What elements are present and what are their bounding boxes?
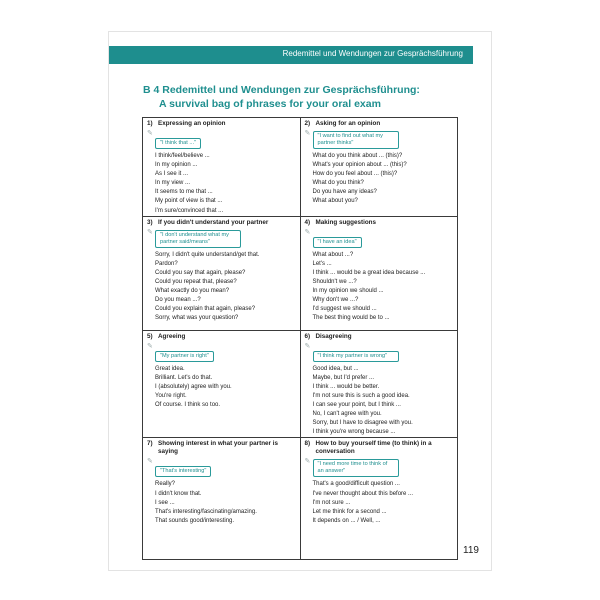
pencil-icon: ✎	[147, 228, 153, 236]
phrase-item: In my opinion ...	[155, 162, 198, 169]
phrase-item: Could you repeat that, please?	[155, 278, 237, 285]
cell-heading-text: Showing interest in what your partner is saying	[158, 440, 279, 456]
phrase-item: I'm sure/convinced that ...	[155, 207, 224, 214]
cell-heading-text: Agreeing	[158, 332, 186, 340]
speech-chip-row	[304, 228, 454, 248]
phrase-list	[155, 152, 296, 216]
pencil-icon: ✎	[304, 130, 311, 137]
phrase-item: I think/feel/believe ...	[155, 153, 210, 159]
cell-number: 5)	[147, 332, 153, 340]
cell-heading	[305, 440, 454, 456]
phrase-item: Good idea, but ...	[312, 365, 359, 372]
cell-asking-opinion	[300, 118, 458, 217]
phrase-table	[142, 117, 458, 560]
phrase-list	[155, 365, 296, 410]
phrase-item: What about ...?	[312, 251, 354, 258]
cell-heading	[147, 120, 296, 128]
phrase-list	[313, 480, 454, 525]
phrase-item: I think you're wrong because ...	[312, 429, 396, 436]
cell-heading-text: How to buy yourself time (to think) in a conversation	[315, 440, 432, 456]
cell-number: 1)	[147, 120, 153, 127]
phrase-item: What do you think?	[312, 180, 364, 187]
phrase-item: Sorry, what was your question?	[155, 315, 239, 322]
phrase-item: Really?	[155, 481, 176, 488]
cell-number: 6)	[304, 332, 311, 340]
phrase-item: Of course. I think so too.	[155, 402, 221, 409]
cell-number: 4)	[304, 218, 311, 226]
cell-heading	[147, 219, 296, 227]
pencil-icon: ✎	[304, 342, 311, 350]
phrase-item: Maybe, but I'd prefer ...	[312, 374, 375, 381]
cell-buy-time	[300, 438, 458, 560]
phrase-item: Let me think for a second ...	[312, 508, 387, 515]
phrase-item: Shouldn't we ...?	[312, 278, 357, 285]
cell-not-understand	[143, 216, 301, 330]
pencil-icon: ✎	[147, 130, 153, 137]
speech-chip: "I think my partner is wrong"	[313, 351, 399, 362]
cell-number: 7)	[147, 440, 153, 448]
cell-number: 3)	[147, 218, 153, 226]
phrase-item: Let's ...	[312, 260, 332, 267]
phrase-item: How do you feel about ... (this)?	[312, 171, 398, 178]
phrase-item: I (absolutely) agree with you.	[155, 383, 232, 390]
phrase-item: I think ... would be better.	[312, 383, 380, 390]
phrase-item: That's interesting/fascinating/amazing.	[155, 508, 257, 515]
phrase-item: That's a good/difficult question ...	[312, 481, 400, 488]
page-number: 119	[463, 545, 479, 556]
phrase-item: In my view ...	[155, 180, 191, 187]
cell-heading-text: Expressing an opinion	[158, 120, 226, 127]
cell-heading-text: Disagreeing	[315, 332, 352, 340]
cell-number: 2)	[304, 120, 311, 127]
phrase-item: Sorry, I didn't quite understand/get that.	[155, 251, 260, 258]
speech-chip-row	[304, 342, 454, 362]
phrase-item: What exactly do you mean?	[155, 288, 230, 295]
cell-heading	[147, 333, 296, 341]
phrase-item: I didn't know that.	[155, 490, 202, 497]
phrase-item: Do you have any ideas?	[312, 189, 377, 196]
phrase-item: As I see it ...	[155, 171, 189, 178]
cell-making-suggestions	[300, 216, 458, 330]
page-title	[143, 84, 420, 111]
cell-heading-text: Making suggestions	[315, 218, 377, 226]
phrase-list	[155, 251, 296, 324]
phrase-item: What's your opinion about ... (this)?	[312, 162, 407, 169]
cell-heading	[305, 219, 454, 227]
cell-number: 8)	[304, 440, 311, 448]
phrase-item: Sorry, but I have to disagree with you.	[312, 420, 413, 427]
phrase-item: I see ...	[155, 499, 175, 506]
cell-heading-text: Asking for an opinion	[315, 120, 381, 127]
book-page	[108, 31, 492, 571]
phrase-item: What about you?	[312, 198, 358, 205]
speech-chip-row	[147, 130, 296, 149]
speech-chip-row	[147, 458, 296, 477]
phrase-item: That sounds good/interesting.	[155, 517, 235, 524]
phrase-item: My point of view is that ...	[155, 198, 223, 205]
phrase-list	[313, 365, 454, 438]
cell-heading	[147, 440, 296, 456]
phrase-item: I'm not sure this is such a good idea.	[312, 392, 410, 399]
speech-chip: "I think that ..."	[155, 138, 201, 149]
speech-chip: "I have an idea"	[313, 237, 362, 248]
cell-agreeing	[143, 330, 301, 438]
cell-heading	[305, 333, 454, 341]
phrase-item: You're right.	[155, 392, 187, 399]
speech-chip: "I don't understand what my partner said/means"	[155, 230, 241, 248]
speech-chip-row	[304, 458, 454, 477]
cell-expressing-opinion	[143, 118, 301, 217]
cell-showing-interest	[143, 438, 301, 560]
phrase-list	[313, 251, 454, 324]
phrase-item: It seems to me that ...	[155, 189, 213, 196]
phrase-item: I'm not sure ...	[312, 499, 351, 506]
pencil-icon: ✎	[304, 458, 311, 466]
phrase-item: Could you explain that again, please?	[155, 306, 256, 313]
phrase-item: Brilliant. Let's do that.	[155, 374, 213, 381]
phrase-item: Why don't we ...?	[312, 297, 359, 304]
phrase-list	[155, 480, 296, 525]
phrase-item: The best thing would be to ...	[312, 315, 390, 322]
cell-disagreeing	[300, 330, 458, 438]
phrase-item: Could you say that again, please?	[155, 269, 246, 276]
phrase-item: I can see your point, but I think ...	[312, 402, 401, 409]
speech-chip-row	[147, 228, 296, 248]
pencil-icon: ✎	[147, 458, 153, 466]
speech-chip: "That's interesting"	[155, 466, 211, 477]
cell-heading	[305, 120, 454, 128]
speech-chip: "I want to find out what my partner thinks"	[313, 131, 399, 149]
phrase-item: Pardon?	[155, 260, 178, 267]
header-band	[109, 46, 473, 64]
phrase-item: I'd suggest we should ...	[312, 306, 377, 313]
phrase-item: Do you mean ...?	[155, 297, 201, 304]
title-line-2: A survival bag of phrases for your oral exam	[159, 97, 381, 110]
speech-chip: "I need more time to think of an answer"	[313, 459, 399, 477]
title-line-1: B 4 Redemittel und Wendungen zur Gesprächsführung:	[143, 84, 420, 96]
phrase-item: I think ... would be a great idea because ...	[312, 269, 426, 276]
speech-chip-row	[304, 130, 454, 149]
phrase-item: What do you think about ... (this)?	[312, 153, 403, 159]
speech-chip-row	[147, 342, 296, 362]
phrase-item: Great idea.	[155, 365, 185, 372]
phrase-item: It depends on ... / Well, ...	[312, 517, 381, 524]
phrase-item: No, I can't agree with you.	[312, 411, 382, 418]
pencil-icon: ✎	[147, 342, 153, 350]
cell-heading-text: If you didn't understand your partner	[158, 218, 269, 226]
phrase-item: In my opinion we should ...	[312, 288, 384, 295]
phrase-item: I've never thought about this before ...	[312, 490, 414, 497]
running-header: Redemittel und Wendungen zur Gesprächsführung	[282, 49, 463, 58]
speech-chip: "My partner is right"	[155, 351, 214, 362]
phrase-list	[313, 152, 454, 207]
pencil-icon: ✎	[304, 228, 311, 236]
